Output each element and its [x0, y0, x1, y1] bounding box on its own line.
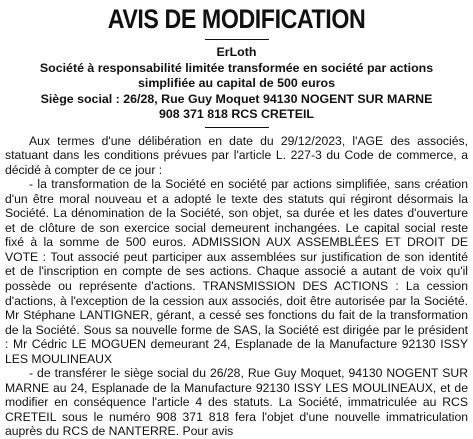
registered-office: Siège social : 26/28, Rue Guy Moquet 94130 NOGENT SUR MARNE — [40, 91, 433, 106]
company-header — [5, 45, 468, 123]
notice-title: AVIS DE MODIFICATION — [107, 4, 366, 34]
notice-paragraph: Aux termes d'une délibération en date du 29/12/2023, l'AGE des associés, statuant dans les conditions prévues par l'article L. 227-3 du Code de commerce, a décidé à compter de ce jour : — [5, 133, 468, 177]
company-description-line1: Société à responsabilité limitée transformée en société par actions — [39, 60, 434, 75]
legal-notice — [5, 2, 468, 439]
notice-paragraph: - de transférer le siège social du 26/28, Rue Guy Moquet, 94130 NOGENT SUR MARNE au 24, Esplanade de la Manufacture 92130 ISSY LES MOULINEAUX, et de modifier en conséquence l'article 4 des statuts. La Société, immatriculée au RCS CRETEIL sous le numéro 908 371 818 fera l'objet d'une nouvelle immatriculation auprès du RCS de NANTERRE. Pour avis — [5, 366, 468, 439]
registration-number: 908 371 818 RCS CRETEIL — [159, 107, 314, 121]
company-name: ErLoth — [216, 45, 257, 59]
notice-paragraph: - la transformation de la Société en société par actions simplifiée, sans création d'un être moral nouveau et a adopté le texte des statuts qui régiront désormais la Société. La dénomination de la Société, son objet, sa durée et les dates d'ouverture et de clôture de son exercice social demeurent inchangées. Le capital social reste fixé à la somme de 500 euros. ADMISSION AUX ASSEMBLÉES ET DROIT DE VOTE : Tout associé peut participer aux assemblées sur justification de son identité et de l'inscription en compte de ses actions. Chaque associé a autant de voix qu'il possède ou représente d'actions. TRANSMISSION DES ACTIONS : La cession d'actions, à l'exception de la cession aux associés, doit être autorisée par la Société. Mr Stéphane LANTIGNER, gérant, a cessé ses fonctions du fait de la transformation de la Société. Sous sa nouvelle forme de SAS, la Société est dirigée par le président : Mr Cédric LE MOGUEN demeurant 24, Esplanade de la Manufacture 92130 ISSY LES MOULINEAUX — [5, 177, 468, 366]
company-description-line2: simplifiée au capital de 500 euros — [138, 76, 335, 90]
title-divider — [205, 39, 269, 40]
header-divider — [205, 127, 269, 128]
notice-body — [5, 134, 468, 439]
